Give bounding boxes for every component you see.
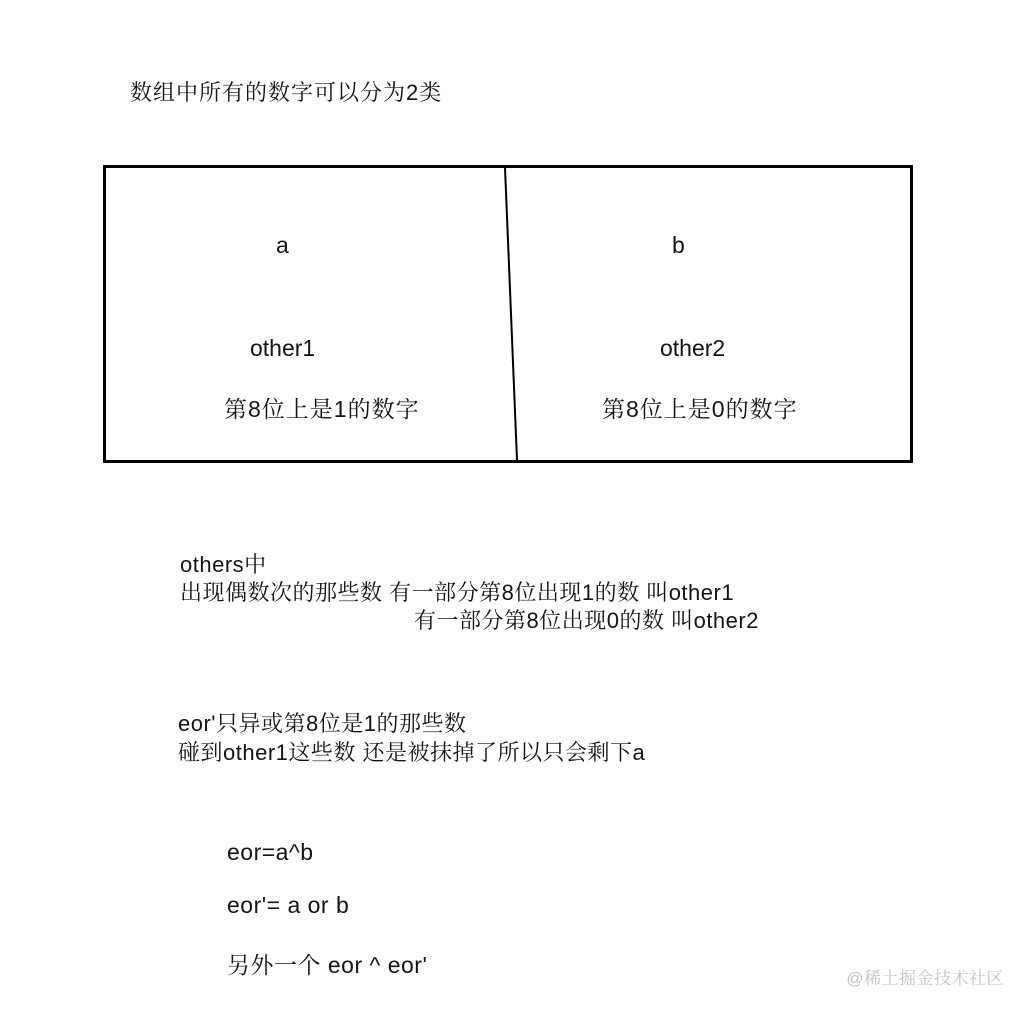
formula-eor: eor=a^b — [227, 839, 314, 865]
cell-b-group-label: other2 — [660, 335, 726, 361]
formula-eor-prime: eor'= a or b — [227, 892, 350, 918]
cell-b-variable: b — [672, 232, 685, 258]
page-title: 数组中所有的数字可以分为2类 — [130, 80, 443, 105]
note-others-line3: 有一部分第8位出现0的数 叫other2 — [414, 608, 759, 633]
note-eor-line2: 碰到other1这些数 还是被抹掉了所以只会剩下a — [178, 740, 646, 765]
cell-a-group-label: other1 — [250, 335, 316, 361]
formula-another: 另外一个 eor ^ eor' — [227, 952, 428, 978]
note-others-line1: others中 — [180, 552, 267, 577]
note-others-line2: 出现偶数次的那些数 有一部分第8位出现1的数 叫other1 — [180, 580, 735, 605]
cell-a-description: 第8位上是1的数字 — [224, 396, 420, 422]
cell-b-description: 第8位上是0的数字 — [602, 396, 798, 422]
watermark: @稀土掘金技术社区 — [846, 969, 1004, 988]
cell-a-variable: a — [276, 232, 289, 258]
note-eor-line1: eor'只异或第8位是1的那些数 — [178, 711, 467, 736]
